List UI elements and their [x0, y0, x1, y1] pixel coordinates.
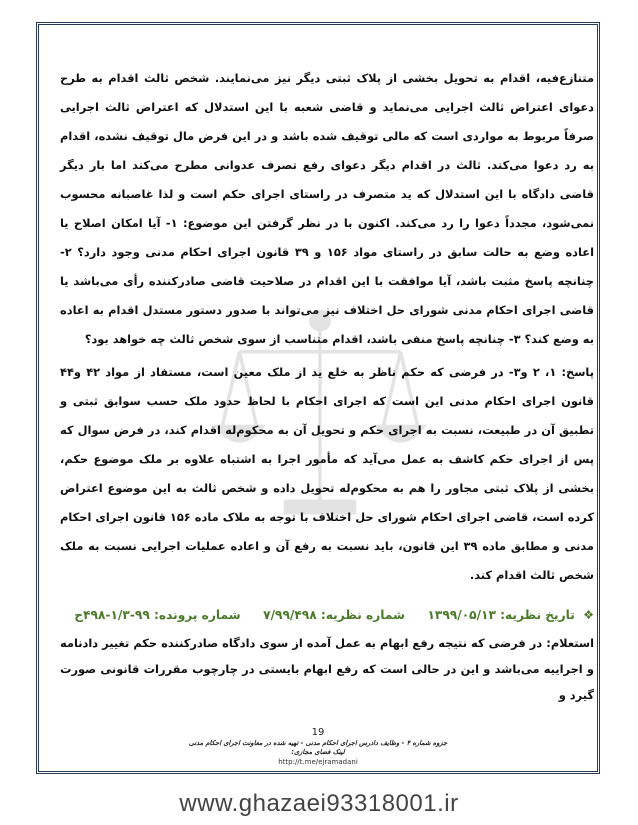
page-number: 19 — [311, 727, 325, 738]
opinion-reference-line — [60, 608, 594, 622]
website-watermark-url: www.ghazaei93318001.ir — [179, 790, 459, 817]
footer-channel-label: لینک فضای مجازی: — [291, 748, 345, 756]
date-label: تاریخ نظریه: — [500, 608, 575, 622]
answer-paragraph: پاسخ: ۱، ۲ و۳- در فرضی که حکم ناظر به خلع ید از ملک معین است، مستفاد از مواد ۴۲ و۴۴ قانون اجرای احکام مدنی این است که اجرای احکام با لحاظ حدود ملک حسب سوابق ثبتی و تطبیق آن در طبیعت، نسبت به اجرای حکم و تحویل آن به محکوم‌له اقدام کند، در فرض سوال که پس از اجرای حکم کاشف به عمل می‌آید که مأمور اجرا به اشتباه علاوه بر ملک موضوع حکم، بخشی از پلاک ثبتی مجاور را هم به محکوم‌له تحویل داده و شخص ثالث به این موضوع اعتراض کرده است، قاضی اجرای احکام شورای حل اختلاف با توجه به ملاک ماده ۱۵۶ قانون اجرای احکام مدنی و مطابق ماده ۳۹ این قانون، باید نسبت به رفع آن و اعاده عملیات اجرایی نسبت به ملک شخص ثالث اقدام کند. — [60, 365, 594, 582]
footer-title: جزوه شماره ۴ - وظایف دادرس اجرای احکام مدنی - تهیه شده در معاونت اجرای احکام مدنی — [188, 739, 448, 747]
file-label: شماره پرونده: — [154, 608, 241, 622]
inquiry-paragraph — [60, 630, 594, 708]
diamond-bullet-icon: ❖ — [583, 608, 594, 622]
inquiry-lead: استعلام: — [546, 636, 595, 650]
document-body — [60, 64, 594, 708]
number-label: شماره نظریه: — [320, 608, 405, 622]
page-footer — [36, 727, 600, 766]
number-value: ۷/۹۹/۴۹۸ — [263, 608, 317, 622]
question-paragraph: متنازع‌فیه، اقدام به تحویل بخشی از پلاک ثبتی دیگر نیز می‌نمایند. شخص ثالث اقدام به طرح دعوای اعتراض ثالث اجرایی می‌نماید و قاضی شعبه با این استدلال که اعتراض ثالث اجرایی صرفاً مربوط به مواردی است که مالی توقیف شده باشد و در این فرض مال توقیف نشده، اقدام به رد دعوا می‌کند. ثالث در اقدام دیگر دعوای رفع تصرف عدوانی مطرح می‌کند اما بار دیگر قاضی دادگاه با این استدلال که ید متصرف در راستای اجرای حکم است و لذا غاصبانه محسوب نمی‌شود، مجدداً دعوا را رد می‌کند. اکنون با در نظر گرفتن این موضوع: ۱- آیا امکان اصلاح یا اعاده وضع به حالت سابق در راستای مواد ۱۵۶ و ۳۹ قانون اجرای احکام مدنی وجود دارد؟ ۲- چنانچه پاسخ مثبت باشد، آیا موافقت با این اقدام در صلاحیت قاضی صادرکننده رأی می‌باشد یا قاضی اجرای احکام مدنی شورای حل اختلاف نیز می‌تواند با صدور دستور مستدل اقدام به اعاده به وضع کند؟ ۳- چنانچه پاسخ منفی باشد، اقدام متناسب از سوی شخص ثالث چه خواهد بود؟ — [60, 71, 595, 346]
file-value: ۹۹-۱/۳-۴۹۸ح — [74, 608, 150, 622]
footer-url-link[interactable]: http://t.me/ejramadani — [278, 758, 358, 766]
date-value: ۱۳۹۹/۰۵/۱۳ — [427, 608, 496, 622]
inquiry-text: در فرضی که نتیجه رفع ابهام به عمل آمده از سوی دادگاه صادرکننده حکم تغییر دادنامه و اجراییه می‌باشد و این در حالی است که رفع ابهام بایستی در چارچوب مقررات قانونی صورت گیرد و — [60, 636, 594, 702]
